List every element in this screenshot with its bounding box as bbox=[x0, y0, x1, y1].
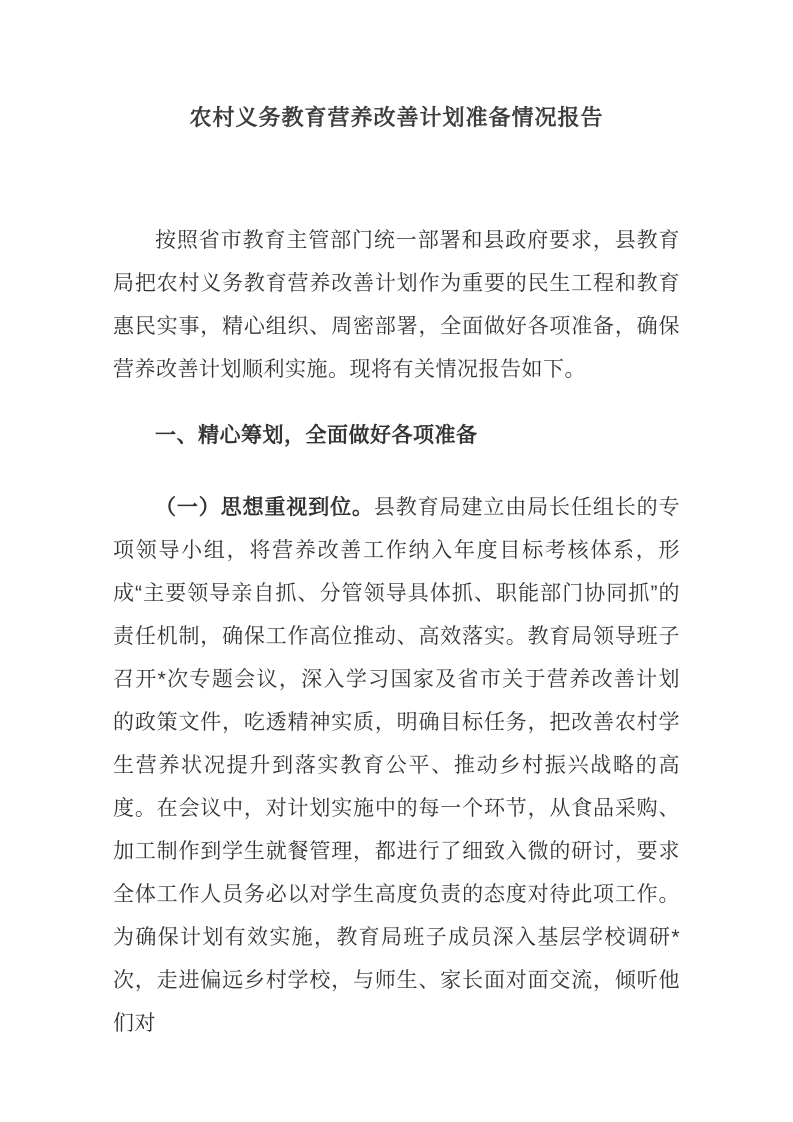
subsection-1-paragraph bbox=[113, 486, 680, 1045]
subsection-1-lead: （一）思想重视到位。 bbox=[155, 496, 374, 519]
subsection-1-body: 县教育局建立由局长任组长的专项领导小组，将营养改善工作纳入年度目标考核体系，形成“主要领导亲自抓、分管领导具体抓、职能部门协同抓”的责任机制，确保工作高位推动、高效落实。教育局领导班子召开*次专题会议，深入学习国家及省市关于营养改善计划的政策文件，吃透精神实质，明确目标任务，把改善农村学生营养状况提升到落实教育公平、推动乡村振兴战略的高度。在会议中，对计划实施中的每一个环节，从食品采购、加工制作到学生就餐管理，都进行了细致入微的研讨，要求全体工作人员务必以对学生高度负责的态度对待此项工作。为确保计划有效实施，教育局班子成员深入基层学校调研*次，走进偏远乡村学校，与师生、家长面对面交流，倾听他们对 bbox=[113, 496, 681, 1035]
section-1-heading: 一、精心筹划，全面做好各项准备 bbox=[155, 424, 478, 447]
document-title: 农村义务教育营养改善计划准备情况报告 bbox=[189, 105, 604, 130]
intro-paragraph: 按照省市教育主管部门统一部署和县政府要求，县教育局把农村义务教育营养改善计划作为重要的民生工程和教育惠民实事，精心组织、周密部署，全面做好各项准备，确保营养改善计划顺利实施。现将有关情况报告如下。 bbox=[113, 229, 680, 381]
